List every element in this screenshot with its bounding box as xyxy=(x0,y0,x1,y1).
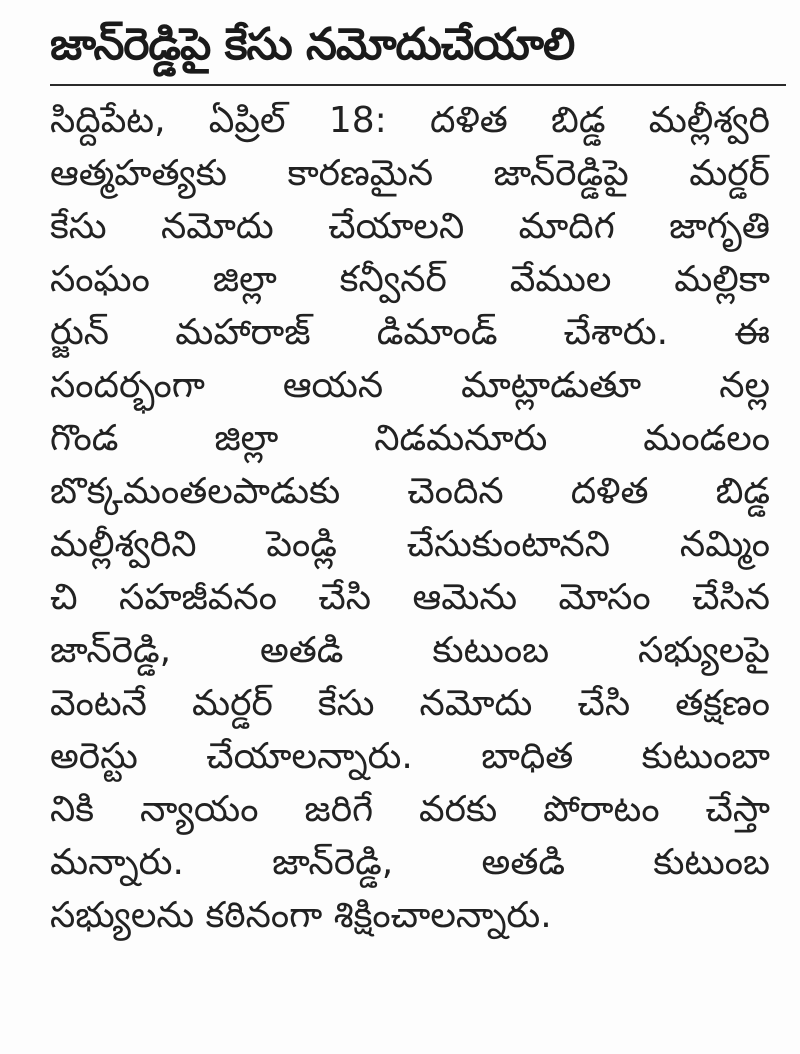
article-line: ఆత్మహత్యకు కారణమైన జాన్‌రెడ్డిపై మర్డర్ xyxy=(50,153,770,194)
article-line: అరెస్టు చేయాలన్నారు. బాధిత కుటుంబా xyxy=(50,736,770,777)
article-line: ర్జున్ మహారాజ్ డిమాండ్ చేశారు. ఈ xyxy=(50,312,770,353)
article-line: సందర్భంగా ఆయన మాట్లాడుతూ నల్ల xyxy=(50,365,770,406)
article-line: మన్నారు. జాన్‌రెడ్డి, అతడి కుటుంబ xyxy=(50,842,770,883)
article-line: చి సహజీవనం చేసి ఆమెను మోసం చేసిన xyxy=(50,577,770,618)
headline-divider xyxy=(50,84,786,86)
article-line: సిద్దిపేట, ఏప్రిల్ 18: దళిత బిడ్డ మల్లీశ్వరి xyxy=(50,100,770,141)
article-line: గొండ జిల్లా నిడమనూరు మండలం xyxy=(50,418,770,459)
headline: జాన్‌రెడ్డిపై కేసు నమోదుచేయాలి xyxy=(50,19,575,70)
article-line: వెంటనే మర్డర్ కేసు నమోదు చేసి తక్షణం xyxy=(50,683,770,724)
article-line: బొక్కమంతలపాడుకు చెందిన దళిత బిడ్డ xyxy=(50,471,770,512)
article-line: సంఘం జిల్లా కన్వీనర్ వేముల మల్లికా xyxy=(50,259,770,300)
article-line: సభ్యులను కఠినంగా శిక్షించాలన్నారు. xyxy=(50,895,552,936)
article-line: జాన్‌రెడ్డి, అతడి కుటుంబ సభ్యులపై xyxy=(50,630,770,671)
article-body xyxy=(50,94,786,942)
article-line: మల్లీశ్వరిని పెండ్లి చేసుకుంటానని నమ్మిం xyxy=(50,524,770,565)
article-line: నికి న్యాయం జరిగే వరకు పోరాటం చేస్తా xyxy=(50,789,770,830)
article-line: కేసు నమోదు చేయాలని మాదిగ జాగృతి xyxy=(50,206,770,247)
